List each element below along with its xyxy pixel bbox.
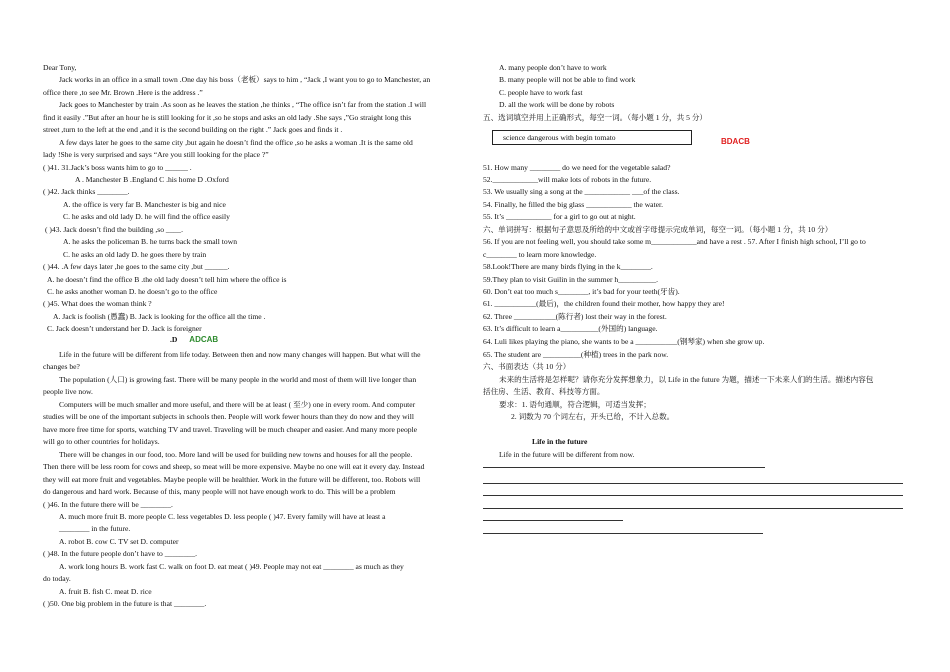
word-box: [492, 130, 692, 145]
right-text-line: 52.____________will make lots of robots in the future.: [483, 175, 652, 184]
right-text-line: 55. It’s ____________ for a girl to go out at night.: [483, 212, 636, 221]
right-text-line: C. people have to work fast: [499, 88, 583, 97]
right-text-line: A. many people don’t have to work: [499, 63, 607, 72]
writing-line[interactable]: [483, 483, 903, 484]
writing-line[interactable]: [483, 533, 763, 534]
right-text-line: 51. How many ________ do we need for the vegetable salad?: [483, 163, 671, 172]
left-text-line: A. robot B. cow C. TV set D. computer: [59, 537, 179, 546]
left-text-line: ( )42. Jack thinks ________.: [43, 187, 130, 196]
left-text-line: Computers will be much smaller and more useful, and there will be at least ( 至少) one in every room. And computer: [59, 400, 416, 409]
left-text-line: C. he asks an old lady D. he goes there by train: [63, 250, 207, 259]
left-text-line: changes be?: [43, 362, 80, 371]
left-text-line: do dangerous and hard work. Because of this, many people will not have enough work to do. This will be a problem: [43, 487, 396, 496]
right-text-line: 六、单词拼写：根据句子意思及所给的中文或首字母提示完成单词，每空一词。（每小题 1 分，共 10 分）: [483, 225, 833, 234]
right-text-line: 65. The student are __________(种植) trees in the park now.: [483, 350, 669, 359]
right-text-line: 59.They plan to visit Guilin in the summer h__________.: [483, 275, 659, 284]
left-text-line: ________ in the future.: [59, 524, 131, 533]
right-text-line: 63. It’s difficult to learn a__________(外国的) language.: [483, 324, 658, 333]
right-text-line: c________ to learn more knowledge.: [483, 250, 597, 259]
left-text-line: ( )46. In the future there will be ________.: [43, 500, 173, 509]
right-text-line: 60. Don’t eat too much s________, it’s bad for your teeth(牙齿).: [483, 287, 680, 296]
left-text-line: A. work long hours B. work fast C. walk on foot D. eat meat ( )49. People may not eat ________ as much as they: [59, 562, 404, 571]
right-text-line: 未来的生活将是怎样呢？请你充分发挥想象力，以 Life in the future 为题，描述一下未来人们的生活。描述内容包: [499, 375, 874, 384]
right-text-line: 五、选词填空并用上正确形式，每空一词。（每小题 1 分，共 5 分）: [483, 113, 708, 122]
left-text-line: C. he asks and old lady D. he will find the office easily: [63, 212, 230, 221]
left-text-line: A . Manchester B .England C .his home D .Oxford: [75, 175, 229, 184]
left-text-line: ( )43. Jack doesn’t find the building ,so ____.: [45, 225, 184, 234]
right-text-line: 53. We usually sing a song at the ____________ ___of the class.: [483, 187, 680, 196]
answer-key-left: [170, 335, 218, 344]
right-text-line: 要求：1. 语句通顺，符合逻辑，可适当发挥；: [499, 400, 651, 409]
left-text-line: Dear Tony,: [43, 63, 77, 72]
left-text-line: A. Jack is foolish (愚蠢) B. Jack is looking for the office all the time .: [53, 312, 266, 321]
left-text-line: ( )44. .A few days later ,he goes to the same city ,but ______.: [43, 262, 230, 271]
answer-prefix: .D: [170, 335, 178, 344]
left-text-line: office there ,to see Mr. Brown .Here is the address .”: [43, 88, 203, 97]
right-text-line: 2. 词数为 70 个词左右，开头已给，不计入总数。: [511, 412, 675, 421]
left-text-line: Jack works in an office in a small town .One day his boss（老板）says to him , “Jack ,I want you to go to Manchester, an: [59, 75, 431, 84]
right-text-line: 58.Look!There are many birds flying in the k________.: [483, 262, 653, 271]
right-text-line: 56. If you are not feeling well, you should take some m____________and have a rest . 57. After I finish high school, I’ll go to: [483, 237, 866, 246]
right-text-line: Life in the future will be different from now.: [499, 450, 635, 459]
right-text-line: 61. ___________(最后)，the children found their mother, how happy they are!: [483, 299, 725, 308]
left-text-line: people live now.: [43, 387, 93, 396]
answer-key-right: BDACB: [721, 137, 750, 146]
left-text-line: ( )41. 31.Jack’s boss wants him to go to ______ .: [43, 163, 192, 172]
writing-line[interactable]: [483, 495, 903, 496]
left-text-line: do today.: [43, 574, 71, 583]
left-text-line: C. he asks another woman D. he doesn’t go to the office: [47, 287, 218, 296]
left-text-line: ( )48. In the future people don’t have to ________.: [43, 549, 198, 558]
left-text-line: will go to other countries for holidays.: [43, 437, 160, 446]
left-text-line: ( )45. What does the woman think ?: [43, 299, 152, 308]
right-text-line: 54. Finally, he filled the big glass ____________ the water.: [483, 200, 664, 209]
essay-title: Life in the future: [532, 437, 588, 446]
right-text-line: 六、书面表达（共 10 分）: [483, 362, 571, 371]
left-text-line: street ,turn to the left at the end ,and it is the second building on the right .” Jack goes and finds it .: [43, 125, 343, 134]
answer-key-text: ADCAB: [189, 335, 219, 344]
word-box-text: science dangerous with begin tomato: [503, 133, 616, 142]
left-text-line: The population (人口) is growing fast. There will be many people in the world and most of them will live longer than: [59, 375, 417, 384]
right-text-line: B. many people will not be able to find work: [499, 75, 636, 84]
writing-line[interactable]: [483, 467, 765, 468]
right-text-line: 括住房、生活、教育、科技等方面。: [483, 387, 605, 396]
left-text-line: There will be changes in our food, too. More land will be used for building new towns and houses for all the people.: [59, 450, 413, 459]
left-text-line: A few days later he goes to the same city ,but again he doesn’t find the office ,so he asks a woman .It is the same old: [59, 138, 413, 147]
writing-line[interactable]: [483, 508, 903, 509]
left-text-line: studies will be one of the important subjects in schools then. People will work fewer hours than they do now and they will: [43, 412, 414, 421]
left-text-line: Jack goes to Manchester by train .As soon as he leaves the station ,he thinks , “The office isn’t far from the station .I will: [59, 100, 427, 109]
left-text-line: lady !She is very surprised and says “Are you still looking for the place ?”: [43, 150, 269, 159]
right-text-line: 64. Luli likes playing the piano, she wants to be a ___________(钢琴家) when she grow up.: [483, 337, 765, 346]
left-text-line: Life in the future will be different from life today. Between then and now many changes will happen. But what will the: [59, 350, 421, 359]
left-text-line: have more free time for sports, watching TV and travel. Traveling will be much cheaper and easier. And many more people: [43, 425, 418, 434]
left-text-line: ( )50. One big problem in the future is that ________.: [43, 599, 207, 608]
right-text-line: 62. Three ___________(陈行者) lost their way in the forest.: [483, 312, 667, 321]
left-text-line: A. the office is very far B. Manchester is big and nice: [63, 200, 226, 209]
left-text-line: C. Jack doesn’t understand her D. Jack is foreigner: [47, 324, 202, 333]
left-text-line: A. he asks the policeman B. he turns back the small town: [63, 237, 237, 246]
writing-line[interactable]: [483, 520, 623, 521]
left-text-line: they will eat more fruit and vegetables. Maybe people will be healthier. Work in the future will be different, too. Robots will: [43, 475, 421, 484]
left-text-line: A. much more fruit B. more people C. less vegetables D. less people ( )47. Every family will have at least a: [59, 512, 386, 521]
right-text-line: D. all the work will be done by robots: [499, 100, 615, 109]
left-text-line: find it easily .”But after an hour he is still looking for it ,so he stops and asks an old lady .She says ,”Go straight long this: [43, 113, 412, 122]
left-text-line: Then there will be less room for cows and sheep, so meat will be more expensive. Maybe no one will eat it every day. Instead: [43, 462, 425, 471]
left-text-line: A. fruit B. fish C. meat D. rice: [59, 587, 152, 596]
left-text-line: A. he doesn’t find the office B .the old lady doesn’t tell him where the office is: [47, 275, 287, 284]
